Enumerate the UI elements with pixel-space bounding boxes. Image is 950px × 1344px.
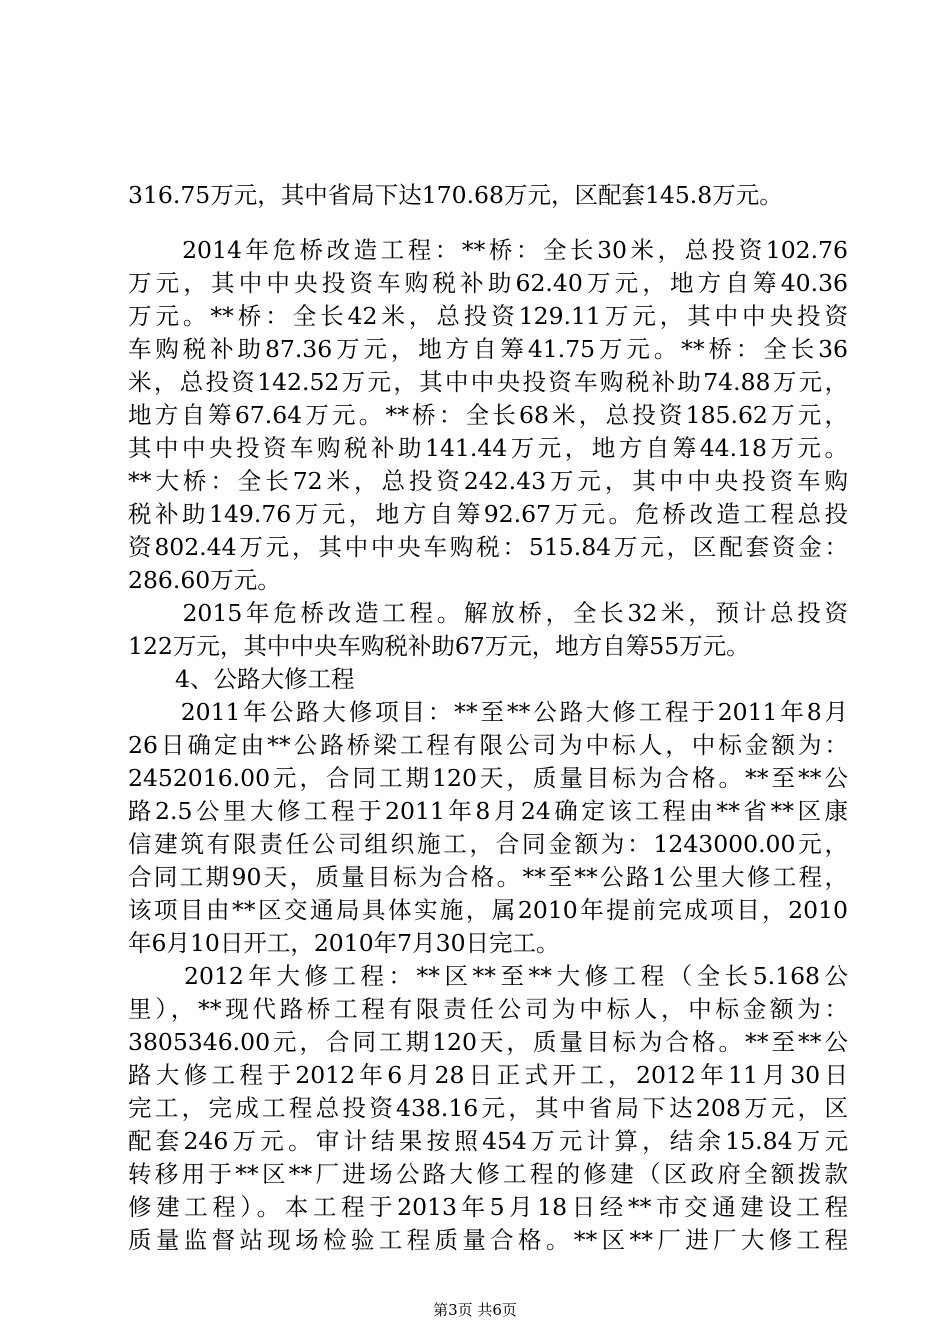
text-line: 286.60万元。 xyxy=(128,566,281,594)
text-line: 合同工期90天，质量目标为合格。**至**公路1公里大修工程， xyxy=(128,863,848,891)
text-line: 税补助149.76万元，地方自筹92.67万元。危桥改造工程总投 xyxy=(128,500,848,528)
text-line: 该项目由**区交通局具体实施，属2010年提前完成项目，2010 xyxy=(128,896,848,924)
text-line: 26日确定由**公路桥梁工程有限公司为中标人，中标金额为： xyxy=(128,731,848,759)
text-line: 信建筑有限责任公司组织施工，合同金额为：1243000.00元， xyxy=(128,830,848,858)
text-line: 2452016.00元，合同工期120天，质量目标为合格。**至**公 xyxy=(128,764,848,792)
text-line: 转移用于**区**厂进场公路大修工程的修建（区政府全额拨款 xyxy=(128,1160,848,1188)
text-line: 修建工程）。本工程于2013年5月18日经**市交通建设工程 xyxy=(128,1193,848,1221)
text-line: 2014年危桥改造工程：**桥：全长30米，总投资102.76 xyxy=(128,236,848,264)
text-line: 316.75万元，其中省局下达170.68万元，区配套145.8万元。 xyxy=(128,181,783,209)
text-line: 地方自筹67.64万元。**桥：全长68米，总投资185.62万元， xyxy=(128,401,848,429)
text-line: 资802.44万元，其中中央车购税：515.84万元，区配套资金： xyxy=(128,533,848,561)
text-line: 2012年大修工程：**区**至**大修工程（全长5.168公 xyxy=(128,962,848,990)
text-line: 3805346.00元，合同工期120天，质量目标为合格。**至**公 xyxy=(128,1028,848,1056)
text-line: 里），**现代路桥工程有限责任公司为中标人，中标金额为： xyxy=(128,995,848,1023)
text-line: 122万元，其中中央车购税补助67万元，地方自筹55万元。 xyxy=(128,632,750,660)
page-number-footer: 第3页 共6页 xyxy=(433,1301,517,1319)
text-line: 万元。**桥：全长42米，总投资129.11万元，其中中央投资 xyxy=(128,302,848,330)
text-line: 完工，完成工程总投资438.16元，其中省局下达208万元，区 xyxy=(128,1094,848,1122)
text-line: 年6月10日开工，2010年7月30日完工。 xyxy=(128,929,560,957)
text-line: 2011年公路大修项目：**至**公路大修工程于2011年8月 xyxy=(128,698,848,726)
text-line: **大桥：全长72米，总投资242.43万元，其中中央投资车购 xyxy=(128,467,848,495)
text-line: 配套246万元。审计结果按照454万元计算，结余15.84万元 xyxy=(128,1127,848,1155)
text-line: 万元，其中中央投资车购税补助62.40万元，地方自筹40.36 xyxy=(128,269,848,297)
text-line: 车购税补助87.36万元，地方自筹41.75万元。**桥：全长36 xyxy=(128,335,848,363)
section-heading: 4、公路大修工程 xyxy=(128,665,355,693)
text-line: 其中中央投资车购税补助141.44万元，地方自筹44.18万元。 xyxy=(128,434,848,462)
text-line: 米，总投资142.52万元，其中中央投资车购税补助74.88万元， xyxy=(128,368,848,396)
text-line: 2015年危桥改造工程。解放桥，全长32米，预计总投资 xyxy=(128,599,848,627)
text-line: 路大修工程于2012年6月28日正式开工，2012年11月30日 xyxy=(128,1061,848,1089)
text-line: 路2.5公里大修工程于2011年8月24确定该工程由**省**区康 xyxy=(128,797,848,825)
text-line: 质量监督站现场检验工程质量合格。**区**厂进厂大修工程 xyxy=(128,1226,848,1254)
